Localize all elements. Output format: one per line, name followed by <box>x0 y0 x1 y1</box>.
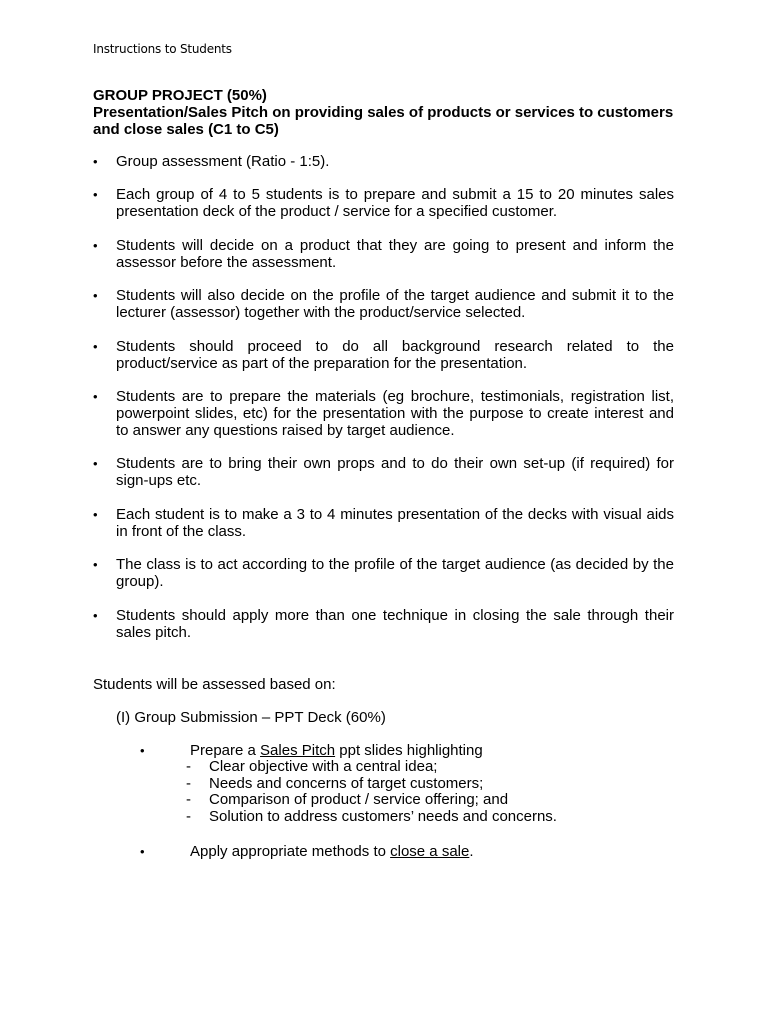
highlight-item <box>186 759 557 776</box>
assessment-item-text <box>190 742 483 759</box>
instruction-list <box>93 153 674 657</box>
bullet-icon: • <box>93 456 98 472</box>
text-prefix: Prepare a <box>190 742 261 759</box>
highlight-text: Needs and concerns of target customers; <box>209 774 484 792</box>
instruction-item <box>93 455 674 489</box>
bullet-icon: • <box>93 607 98 623</box>
instruction-item <box>93 506 674 540</box>
bullet-icon: • <box>93 557 98 573</box>
highlight-text: Comparison of product / service offering; and <box>209 791 509 809</box>
instruction-item <box>93 186 674 220</box>
project-title: GROUP PROJECT (50%) <box>93 87 267 104</box>
highlight-item <box>186 792 557 809</box>
instruction-text: Students should proceed to do all background research related to the product/service as part of the preparation for the presentation. <box>116 337 674 372</box>
bullet-icon: • <box>93 237 98 253</box>
close-sale-term: close a sale <box>390 843 470 860</box>
instruction-item <box>93 237 674 271</box>
text-suffix: ppt slides highlighting <box>335 742 483 759</box>
dash-icon: - <box>186 774 191 792</box>
highlight-text: Solution to address customers’ needs and concerns. <box>209 807 557 825</box>
bullet-icon: • <box>93 154 98 169</box>
bullet-icon: • <box>93 338 98 354</box>
instruction-item <box>93 287 674 321</box>
bullet-icon: • <box>140 743 145 758</box>
instruction-text: Students are to prepare the materials (eg brochure, testimonials, registration list, powerpoint slides, etc) for the presentation with the purpose to create interest and to answer any questions raised by target audience. <box>116 387 674 439</box>
dash-icon: - <box>186 791 191 809</box>
instruction-text: Students are to bring their own props and to do their own set-up (if required) for sign-ups etc. <box>116 455 674 490</box>
highlight-item <box>186 776 557 793</box>
instruction-text: Each student is to make a 3 to 4 minutes presentation of the decks with visual aids in front of the class. <box>116 505 674 540</box>
bullet-icon: • <box>93 388 98 404</box>
text-suffix: . <box>469 843 474 860</box>
bullet-icon: • <box>140 844 145 859</box>
text-prefix: Apply appropriate methods to <box>190 843 391 860</box>
page-header: Instructions to Students <box>93 42 232 56</box>
instruction-item <box>93 153 674 170</box>
bullet-icon: • <box>93 506 98 522</box>
dash-icon: - <box>186 758 191 775</box>
instruction-text: The class is to act according to the profile of the target audience (as decided by the group). <box>116 556 674 591</box>
instruction-text: Group assessment (Ratio - 1:5). <box>116 153 330 170</box>
instruction-text: Students should apply more than one technique in closing the sale through their sales pitch. <box>116 606 674 641</box>
section-heading: (I) Group Submission – PPT Deck (60%) <box>116 709 386 726</box>
assessment-intro: Students will be assessed based on: <box>93 676 336 693</box>
bullet-icon: • <box>93 288 98 304</box>
bullet-icon: • <box>93 187 98 203</box>
instruction-item <box>93 556 674 590</box>
project-title-block <box>93 87 683 138</box>
highlight-list <box>186 759 557 825</box>
assessment-item-text <box>190 843 474 860</box>
instruction-item <box>93 338 674 372</box>
project-subtitle: Presentation/Sales Pitch on providing sales of products or services to customers and close sales (C1 to C5) <box>93 104 674 138</box>
highlight-text: Clear objective with a central idea; <box>209 758 438 775</box>
sales-pitch-term: Sales Pitch <box>260 742 336 759</box>
instruction-item <box>93 607 674 641</box>
dash-icon: - <box>186 807 191 825</box>
highlight-item <box>186 809 557 826</box>
instruction-text: Students will also decide on the profile of the target audience and submit it to the lecturer (assessor) together with the product/service selected. <box>116 287 674 322</box>
instruction-text: Each group of 4 to 5 students is to prepare and submit a 15 to 20 minutes sales presentation deck of the product / service for a specified customer. <box>116 186 674 221</box>
instruction-item <box>93 388 674 439</box>
instruction-text: Students will decide on a product that they are going to present and inform the assessor before the assessment. <box>116 236 674 271</box>
